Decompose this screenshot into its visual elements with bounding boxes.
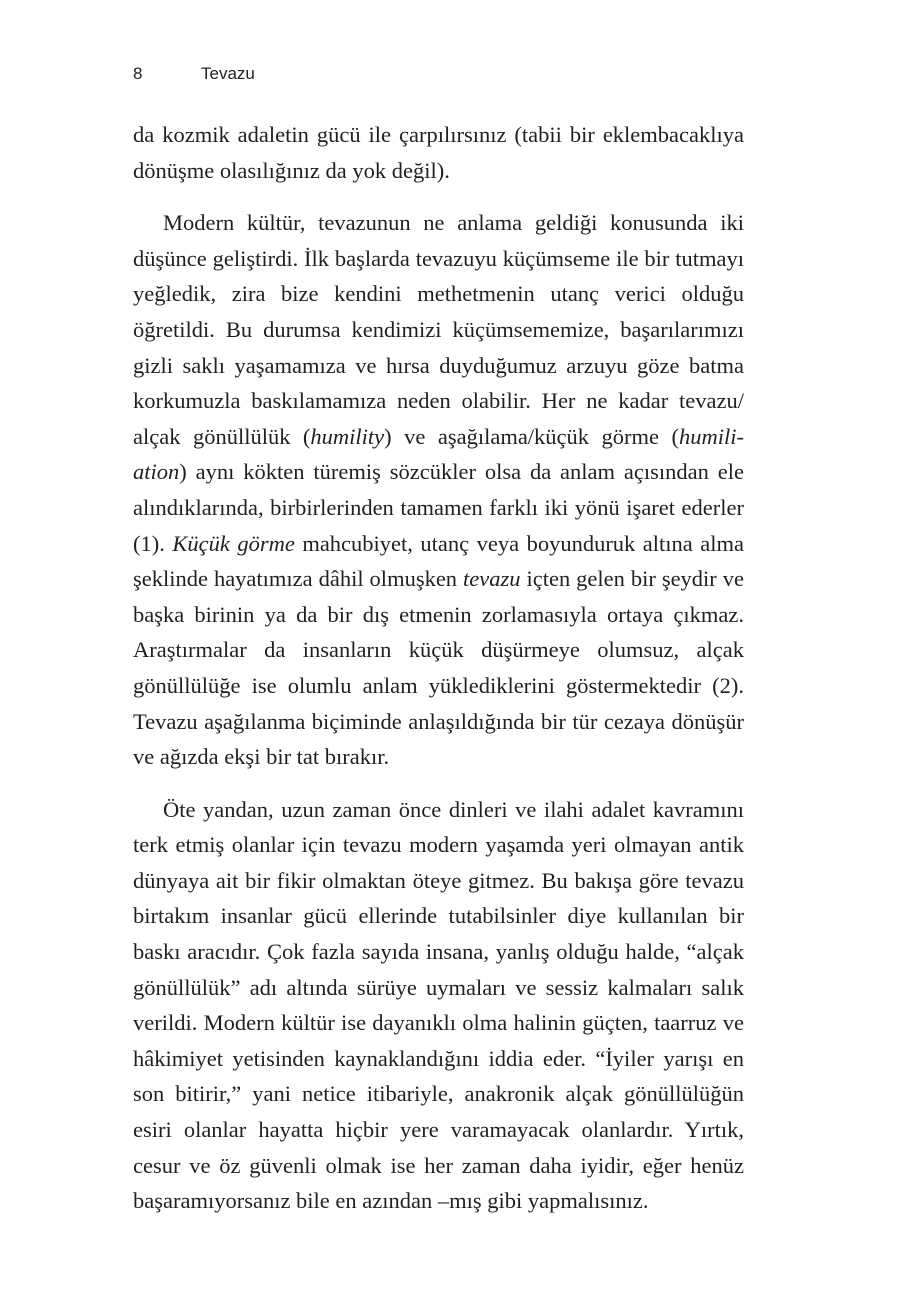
italic-term-kucuk-gorme: Küçük görme xyxy=(172,530,295,556)
italic-term-humility: humility xyxy=(310,423,385,449)
italic-term-humiliation: humiliation xyxy=(133,423,744,485)
paragraph-continuation xyxy=(133,117,744,188)
text-segment: mahcubiyet, utanç veya boyunduruk altına alma şeklinde hayatımıza dâhil olmuşken xyxy=(133,530,744,592)
running-title: Tevazu xyxy=(201,64,255,83)
text-segment: Modern kültür, tevazunun ne anlama geldiği konusunda iki düşünce geliştirdi. İlk başlarda tevazuyu küçümseme ile bir tutmayı yeğledik, zira bize kendini methetmenin utanç verici olduğu öğretildi. Bu durumsa kendimizi küçümsememize, başarılarımızı gizli saklı yaşamamıza ve hırsa duyduğumuz arzuyu göze batma korkumuzla baskılamamıza neden olabilir. Her ne kadar tevazu/​alçak gönüllülük ( xyxy=(133,210,744,449)
text-segment: ) aynı kökten türemiş sözcükler olsa da anlam açısından ele alındıklarında, birbirlerinden tamamen farklı iki yönü işaret ederler (1). xyxy=(133,459,744,556)
paragraph-on-the-other-hand xyxy=(133,792,744,1219)
italic-term-tevazu: tevazu xyxy=(463,566,521,592)
paragraph-modern-culture xyxy=(133,205,744,775)
body-text xyxy=(133,117,744,1219)
text-segment: içten gelen bir şeydir ve başka birinin ya da bir dış etmenin zorlamasıyla ortaya çıkmaz. Araştırmalar da insanların küçük düşürmeye olumsuz, alçak gönüllülüğe ise olumlu anlam yüklediklerini göstermektedir (2). Tevazu aşağılanma biçiminde anlaşıldığında bir tür cezaya dönüşür ve ağızda ekşi bir tat bırakır. xyxy=(133,566,745,770)
running-header xyxy=(133,64,255,84)
text-segment: da kozmik adaletin gücü ile çarpılırsınız (tabii bir eklembacaklıya dönüşme olasılığınız da yok değil). xyxy=(133,122,744,183)
text-segment: Öte yandan, uzun zaman önce dinleri ve ilahi adalet kavramını terk etmiş olanlar için tevazu modern yaşamda yeri olmayan antik dünyaya ait bir fikir olmaktan öteye gitmez. Bu bakışa göre tevazu birtakım insanlar gücü ellerinde tutabilsinler diye kullanılan bir baskı aracıdır. Çok fazla sayıda insana, yanlış olduğu halde, “alçak gönüllülük” adı altında sürüye uymaları ve sessiz kalmaları salık verildi. Modern kültür ise dayanıklı olma halinin güçten, taarruz ve hâkimiyet yetisinden kaynaklandığını iddia eder. “İyiler yarışı en son bitirir,” yani netice itibariyle, anakronik alçak gönüllülüğün esiri olanlar hayatta hiçbir yere varamayacak olanlardır. Yırtık, cesur ve öz güvenli olmak ise her zaman daha iyidir, eğer henüz başaramıyorsanız bile en azından –mış gibi yapmalısınız. xyxy=(133,796,744,1214)
page-number: 8 xyxy=(133,64,143,83)
text-segment: ) ve aşağılama/​küçük görme ( xyxy=(384,423,679,449)
